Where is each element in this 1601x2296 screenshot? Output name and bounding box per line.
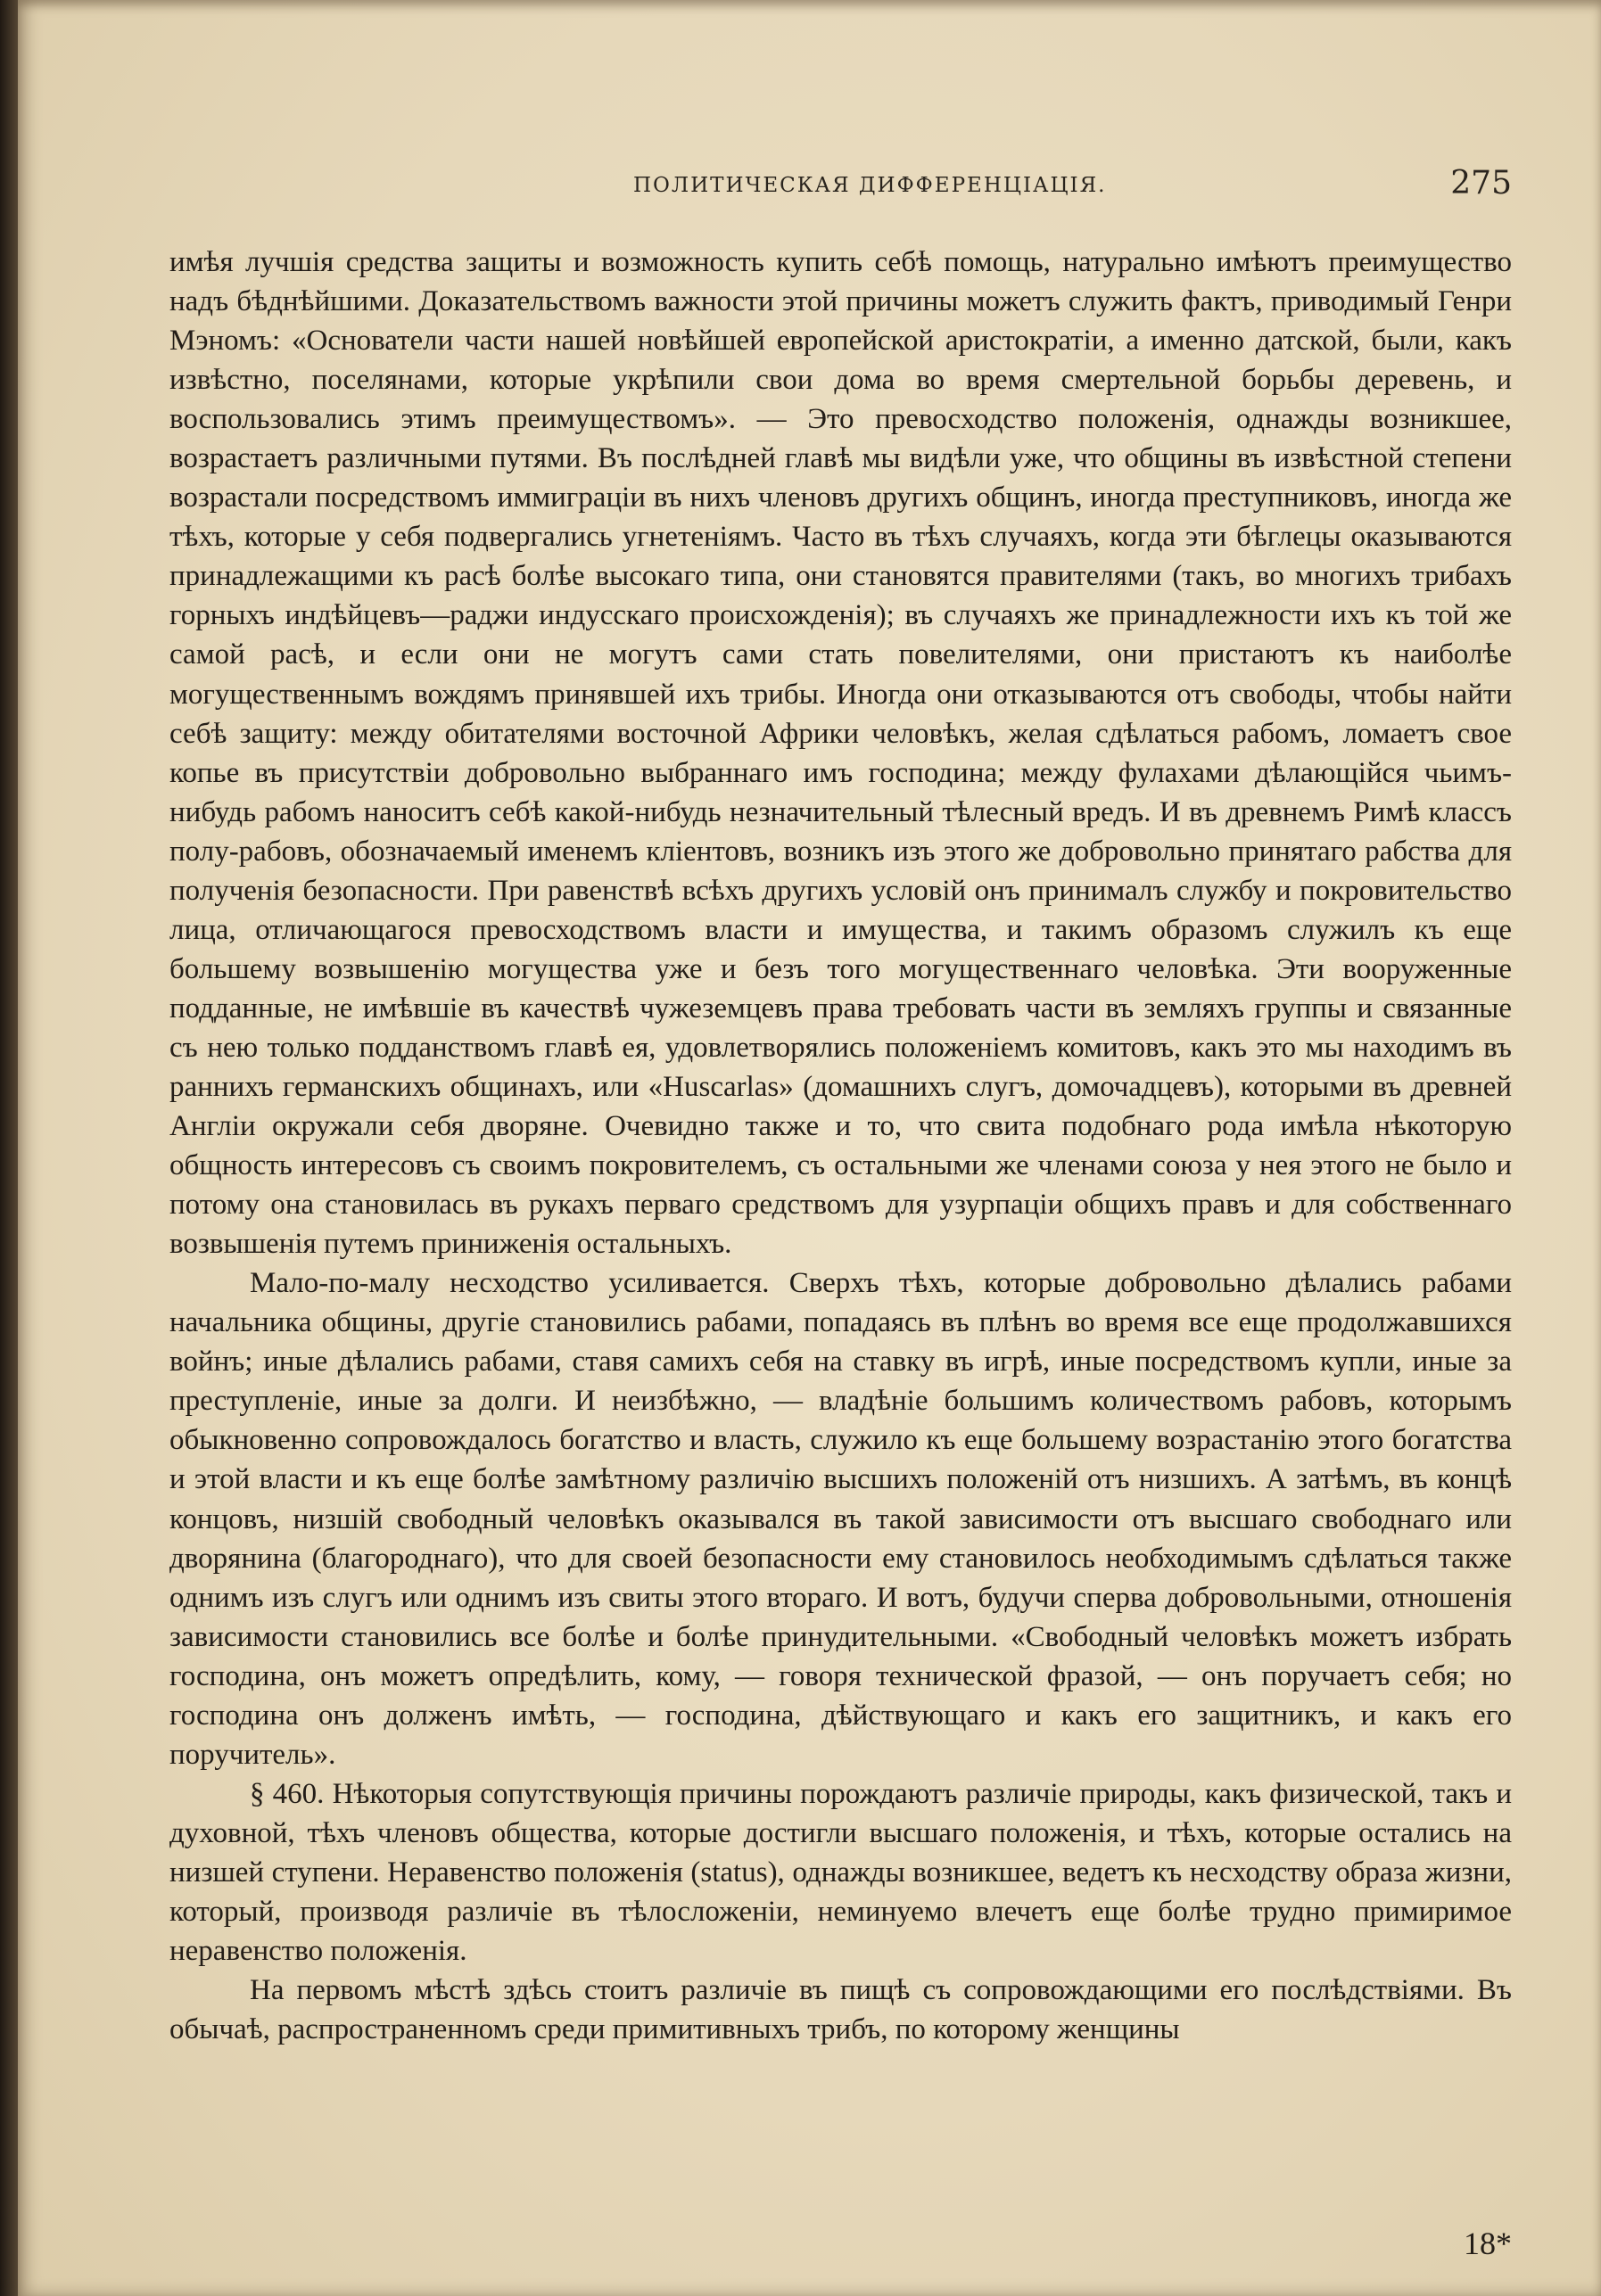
- paragraph-section-460: § 460. Нѣкоторыя сопутствующія причины порождаютъ различіе природы, какъ физической, такъ и духовной, тѣхъ членовъ общества, которые достигли высшаго положенія, и тѣхъ, которые остались на низшей ступени. Неравенство положенія (status), однажды возникшее, ведетъ къ несходству образа жизни, который, производя различіе въ тѣлосложеніи, неминуемо влечетъ еще болѣе трудно примиримое неравенство положенія.: [169, 1777, 1512, 1968]
- running-title: ПОЛИТИЧЕСКАЯ ДИФФЕРЕНЦІАЦІЯ.: [633, 174, 1107, 197]
- page-header: [169, 165, 1512, 210]
- paragraph-continued: имѣя лучшія средства защиты и возможность купить себѣ помощь, натурально имѣютъ преимущество надъ бѣднѣйшими. Доказательствомъ важности этой причины можетъ служить фактъ, приводимый Генри Мэномъ: «Основатели части нашей новѣйшей европейской аристократіи, а именно датской, были, какъ извѣстно, поселянами, которые укрѣпили свои дома во время смертельной борьбы деревень, и воспользовались этимъ преимуществомъ». — Это превосходство положенія, однажды возникшее, возрастаетъ различными путями. Въ послѣдней главѣ мы видѣли уже, что общины въ извѣстной степени возрастали посредствомъ иммиграціи въ нихъ членовъ другихъ общинъ, иногда преступниковъ, иногда же тѣхъ, которые у себя подвергались угнетеніямъ. Часто въ тѣхъ случаяхъ, когда эти бѣглецы оказываются принадлежащими къ расѣ болѣе высокаго типа, они становятся правителями (такъ, во многихъ трибахъ горныхъ индѣйцевъ—раджи индусскаго происхожденія); въ случаяхъ же принадлежности ихъ къ той же самой расѣ, и если они не могутъ сами стать повелителями, они пристаютъ къ наиболѣе могущественнымъ вождямъ принявшей ихъ трибы. Иногда они отказываются отъ свободы, чтобы найти себѣ защиту: между обитателями восточной Африки человѣкъ, желая сдѣлаться рабомъ, ломаетъ свое копье въ присутствіи добровольно выбраннаго имъ господина; между фулахами дѣлающійся чьимъ-нибудь рабомъ наноситъ себѣ какой-нибудь незначительный тѣлесный вредъ. И въ древнемъ Римѣ классъ полу-рабовъ, обозначаемый именемъ кліентовъ, возникъ изъ этого же добровольно принятаго рабства для полученія безопасности. При равенствѣ всѣхъ другихъ условій онъ принималъ службу и покровительство лица, отличающагося превосходствомъ власти и имущества, и такимъ образомъ служилъ къ еще большему возвышенію могущества уже и безъ того могущественнаго человѣка. Эти вооруженные подданные, не имѣвшіе въ качествѣ чужеземцевъ права требовать части въ земляхъ группы и связанные съ нею только подданствомъ главѣ ея, удовлетворялись положеніемъ комитовъ, какъ это мы находимъ въ раннихъ германскихъ общинахъ, или «Huscarlas» (домашнихъ слугъ, домочадцевъ), которыми въ древней Англіи окружали себя дворяне. Очевидно также и то, что свита подобнаго рода имѣла нѣкоторую общность интересовъ съ своимъ покровителемъ, съ остальными же членами союза у нея этого не было и потому она становилась въ рукахъ перваго средствомъ для узурпаціи общихъ правъ и для собственнаго возвышенія путемъ приниженія остальныхъ.: [169, 246, 1512, 1261]
- book-spine-shadow: [0, 0, 20, 2296]
- signature-mark: 18*: [1464, 2226, 1512, 2261]
- page-number: 275: [1450, 165, 1512, 202]
- paragraph: На первомъ мѣстѣ здѣсь стоитъ различіе въ пищѣ съ сопровождающими его послѣдствіями. Въ обычаѣ, распространенномъ среди примитивныхъ трибъ, по которому женщины: [169, 1974, 1512, 2046]
- paragraph: Мало-по-малу несходство усиливается. Сверхъ тѣхъ, которые добровольно дѣлались рабами начальника общины, другіе становились рабами, попадаясь въ плѣнъ во время все еще продолжавшихся войнъ; иные дѣлались рабами, ставя самихъ себя на ставку въ игрѣ, иные посредствомъ купли, иные за преступленіе, иные за долги. И неизбѣжно, — владѣніе большимъ количествомъ рабовъ, которымъ обыкновенно сопровождалось богатство и власть, служило къ еще большему возрастанію этого богатства и этой власти и къ еще болѣе замѣтному различію высшихъ положеній отъ низшихъ. А затѣмъ, въ концѣ концовъ, низшій свободный человѣкъ оказывался въ такой зависимости отъ высшаго свободнаго или дворянина (благороднаго), что для своей безопасности ему становилось необходимымъ сдѣлаться также однимъ изъ слугъ или однимъ изъ свиты этого втораго. И вотъ, будучи сперва добровольными, отношенія зависимости становились все болѣе и болѣе принудительными. «Свободный человѣкъ можетъ избрать господина, онъ можетъ опредѣлить, кому, — говоря технической фразой, — онъ поручаетъ себя; но господина онъ долженъ имѣть, — господина, дѣйствующаго и какъ его защитникъ, и какъ его поручитель».: [169, 1267, 1512, 1771]
- body-text: [169, 243, 1512, 2049]
